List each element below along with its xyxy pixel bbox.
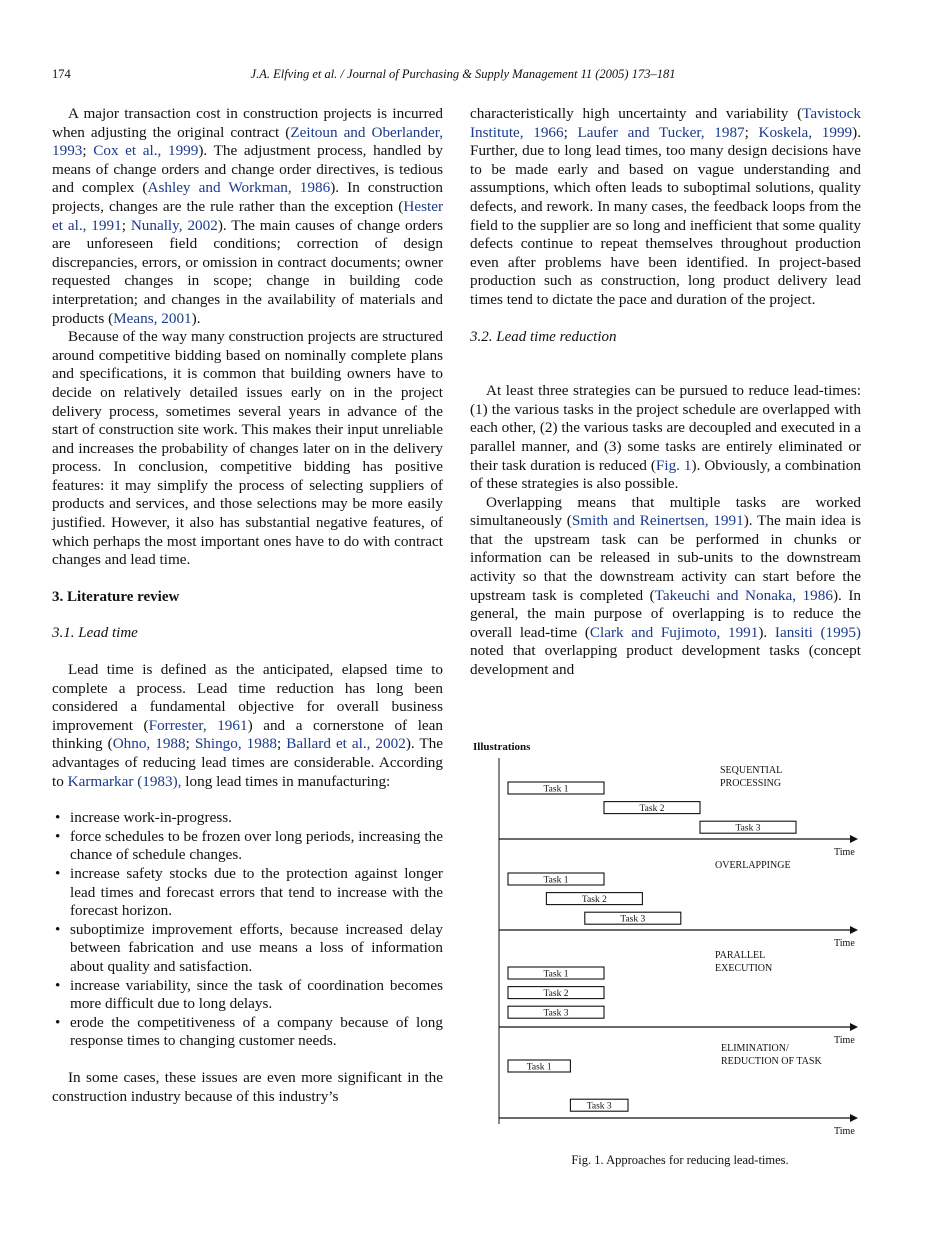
arrow-icon <box>850 1114 858 1122</box>
left-column <box>52 105 443 1106</box>
task-label: Task 2 <box>543 989 569 1000</box>
task-label: Task 2 <box>581 895 607 906</box>
bullet-icon: • <box>55 809 61 827</box>
task-label: Task 3 <box>735 823 761 834</box>
time-axis-label: Time <box>834 1126 855 1137</box>
bullet-icon: • <box>55 920 61 938</box>
paragraph: In some cases, these issues are even more significant in the construction industry because of this industry’s <box>52 1068 443 1105</box>
paragraph: At least three strategies can be pursued to reduce lead-times: (1) the various tasks in the project schedule are overlapped with each other, (2) the various tasks are decoupled and executed in a parallel manner, and (3) some tasks are entirely eliminated or their task duration is reduced (Fig. 1). Obviously, a combination of these strategies is also possible. <box>470 382 861 493</box>
citation-link[interactable]: Shingo, 1988 <box>194 735 278 753</box>
bullet-icon: • <box>55 864 61 882</box>
citation-link[interactable]: Karmarkar (1983), <box>67 772 182 790</box>
bullet-item: • increase work-in-progress. <box>55 809 232 827</box>
citation-link[interactable]: Koskela, 1999 <box>758 123 853 141</box>
bullet-item: • increase variability, since the task of coordination becomes more difficult due to long delays. <box>55 976 443 1013</box>
task-label: Task 3 <box>620 914 646 925</box>
citation-link[interactable]: Tavistock Institute, 1966 <box>470 105 861 141</box>
bullet-item: • force schedules to be frozen over long periods, increasing the chance of schedule changes. <box>55 827 443 864</box>
panel-label: REDUCTION OF TASK <box>721 1056 822 1067</box>
paragraph: characteristically high uncertainty and variability (Tavistock Institute, 1966; Laufer and Tucker, 1987; Koskela, 1999). Further, due to long lead times, too many design decisions have to be made early and based on vague understanding and assumptions, which often leads to suboptimal solutions, quality defects, and rework. In many cases, the feedback loops from the field to the supplier are so long and inefficient that some quality defects continue to repeat themselves throughout production even after problems have been identified. In project-based production such as construction, long product delivery lead times tend to dictate the pace and duration of the project. <box>470 105 861 308</box>
bullet-icon: • <box>55 1013 61 1031</box>
citation-link[interactable]: Fig. 1 <box>655 456 692 474</box>
section-heading: 3. Literature review <box>52 588 180 605</box>
citation-link[interactable]: Cox et al., 1999 <box>93 142 199 160</box>
task-label: Task 2 <box>639 804 665 815</box>
citation-link[interactable]: Iansiti (1995) <box>774 623 861 641</box>
running-title: J.A. Elfving et al. / Journal of Purchasing & Supply Management 11 (2005) 173–181 <box>250 67 676 81</box>
citation-link[interactable]: Hester et al., 1991 <box>52 197 443 234</box>
subsection-heading: 3.2. Lead time reduction <box>470 328 617 345</box>
citation-link[interactable]: Laufer and Tucker, 1987 <box>577 123 745 141</box>
arrow-icon <box>850 835 858 843</box>
citation-link[interactable]: Ashley and Workman, 1986 <box>147 179 331 197</box>
paragraph: A major transaction cost in construction projects is incurred when adjusting the original contract (Zeitoun and Oberlander, 1993; Cox et al., 1999). The adjustment process, handled by means of change orders and change order directives, is tedious and complex (Ashley and Workman, 1986). In construction projects, changes are the rule rather than the exception (Hester et al., 1991; Nunally, 2002). The main causes of change orders are unforeseen field conditions; correction of design discrepancies, errors, or omission in contract documents; owner requested changes in scope; change in building code interpretation; and changes in the availability of materials and products (Means, 2001). <box>52 105 443 327</box>
task-label: Task 1 <box>543 784 569 795</box>
citation-link[interactable]: Takeuchi and Nonaka, 1986 <box>654 586 833 604</box>
panel-label: ELIMINATION/ <box>721 1043 789 1054</box>
paragraph: Overlapping means that multiple tasks are worked simultaneously (Smith and Reinertsen, 1991). The main idea is that the upstream task can be performed in chunks or information can be released in sub-units to the downstream activity so that the downstream activity can start before the upstream task is completed (Takeuchi and Nonaka, 1986). In general, the main purpose of overlapping is to reduce the overall lead-time (Clark and Fujimoto, 1991). Iansiti (1995) noted that overlapping product development tasks (concept development and <box>470 493 862 679</box>
figure-heading: Illustrations <box>473 741 531 753</box>
bullet-item: • increase safety stocks due to the protection against longer lead times and forecast errors that tend to increase with the forecast horizon. <box>55 864 443 920</box>
paragraph: Lead time is defined as the anticipated, elapsed time to complete a process. Lead time reduction has long been considered a fundamental objective for overall business improvement (Forrester, 1961) and a cornerstone of lean thinking (Ohno, 1988; Shingo, 1988; Ballard et al., 2002). The advantages of reducing lead times are considerable. According to Karmarkar (1983), long lead times in manufacturing: <box>52 661 443 790</box>
figure-1 <box>470 738 890 1173</box>
figure-caption: Fig. 1. Approaches for reducing lead-times. <box>571 1153 789 1167</box>
bullet-item: • erode the competitiveness of a company because of long response times to changing customer needs. <box>55 1013 443 1050</box>
running-header <box>52 67 874 87</box>
panel-label: EXECUTION <box>715 963 773 974</box>
panel-label: PARALLEL <box>715 950 766 961</box>
citation-link[interactable]: Ballard et al., 2002 <box>286 735 406 753</box>
bullet-item: • suboptimize improvement efforts, because increased delay between fabrication and use means a loss of information about quality and satisfaction. <box>55 920 443 975</box>
citation-link[interactable]: Forrester, 1961 <box>148 716 248 734</box>
task-label: Task 1 <box>543 875 569 886</box>
task-label: Task 1 <box>526 1062 552 1073</box>
task-label: Task 3 <box>586 1101 612 1112</box>
panel-label: SEQUENTIAL <box>720 765 783 776</box>
citation-link[interactable]: Ohno, 1988 <box>112 735 186 753</box>
time-axis-label: Time <box>834 938 855 949</box>
arrow-icon <box>850 1023 858 1031</box>
bullet-icon: • <box>55 827 61 845</box>
citation-link[interactable]: Nunally, 2002 <box>130 216 218 234</box>
panel-label: OVERLAPPINGE <box>715 860 791 871</box>
panel-label: PROCESSING <box>720 778 782 789</box>
citation-link[interactable]: Zeitoun and Oberlander, 1993 <box>52 123 443 160</box>
bullet-list <box>52 809 443 1051</box>
time-axis-label: Time <box>834 847 855 858</box>
right-column <box>470 105 861 680</box>
figure-diagram <box>470 738 890 1148</box>
task-label: Task 3 <box>543 1008 569 1019</box>
paragraph: Because of the way many construction projects are structured around competitive bidding based on nominally complete plans and specifications, it is common that building owners have to decide on relatively detailed issues early on in the project delivery process, sometimes several years in advance of the start of construction site work. This makes their input unreliable and increases the probability of changes later on in the delivery process. In conclusion, competitive bidding has positive features: it may simplify the process of selecting suppliers of products and services, and those selections may be more easily justified. However, it also has substantial negative features, of which perhaps the most important ones have to do with contract changes and lead time. <box>52 328 443 569</box>
citation-link[interactable]: Smith and Reinertsen, 1991 <box>571 512 744 530</box>
time-axis-label: Time <box>834 1035 855 1046</box>
bullet-icon: • <box>55 976 61 994</box>
subsection-heading: 3.1. Lead time <box>52 625 138 642</box>
arrow-icon <box>850 926 858 934</box>
task-label: Task 1 <box>543 969 569 980</box>
page-number: 174 <box>52 67 71 81</box>
citation-link[interactable]: Clark and Fujimoto, 1991 <box>589 623 759 641</box>
citation-link[interactable]: Means, 2001 <box>113 309 192 327</box>
